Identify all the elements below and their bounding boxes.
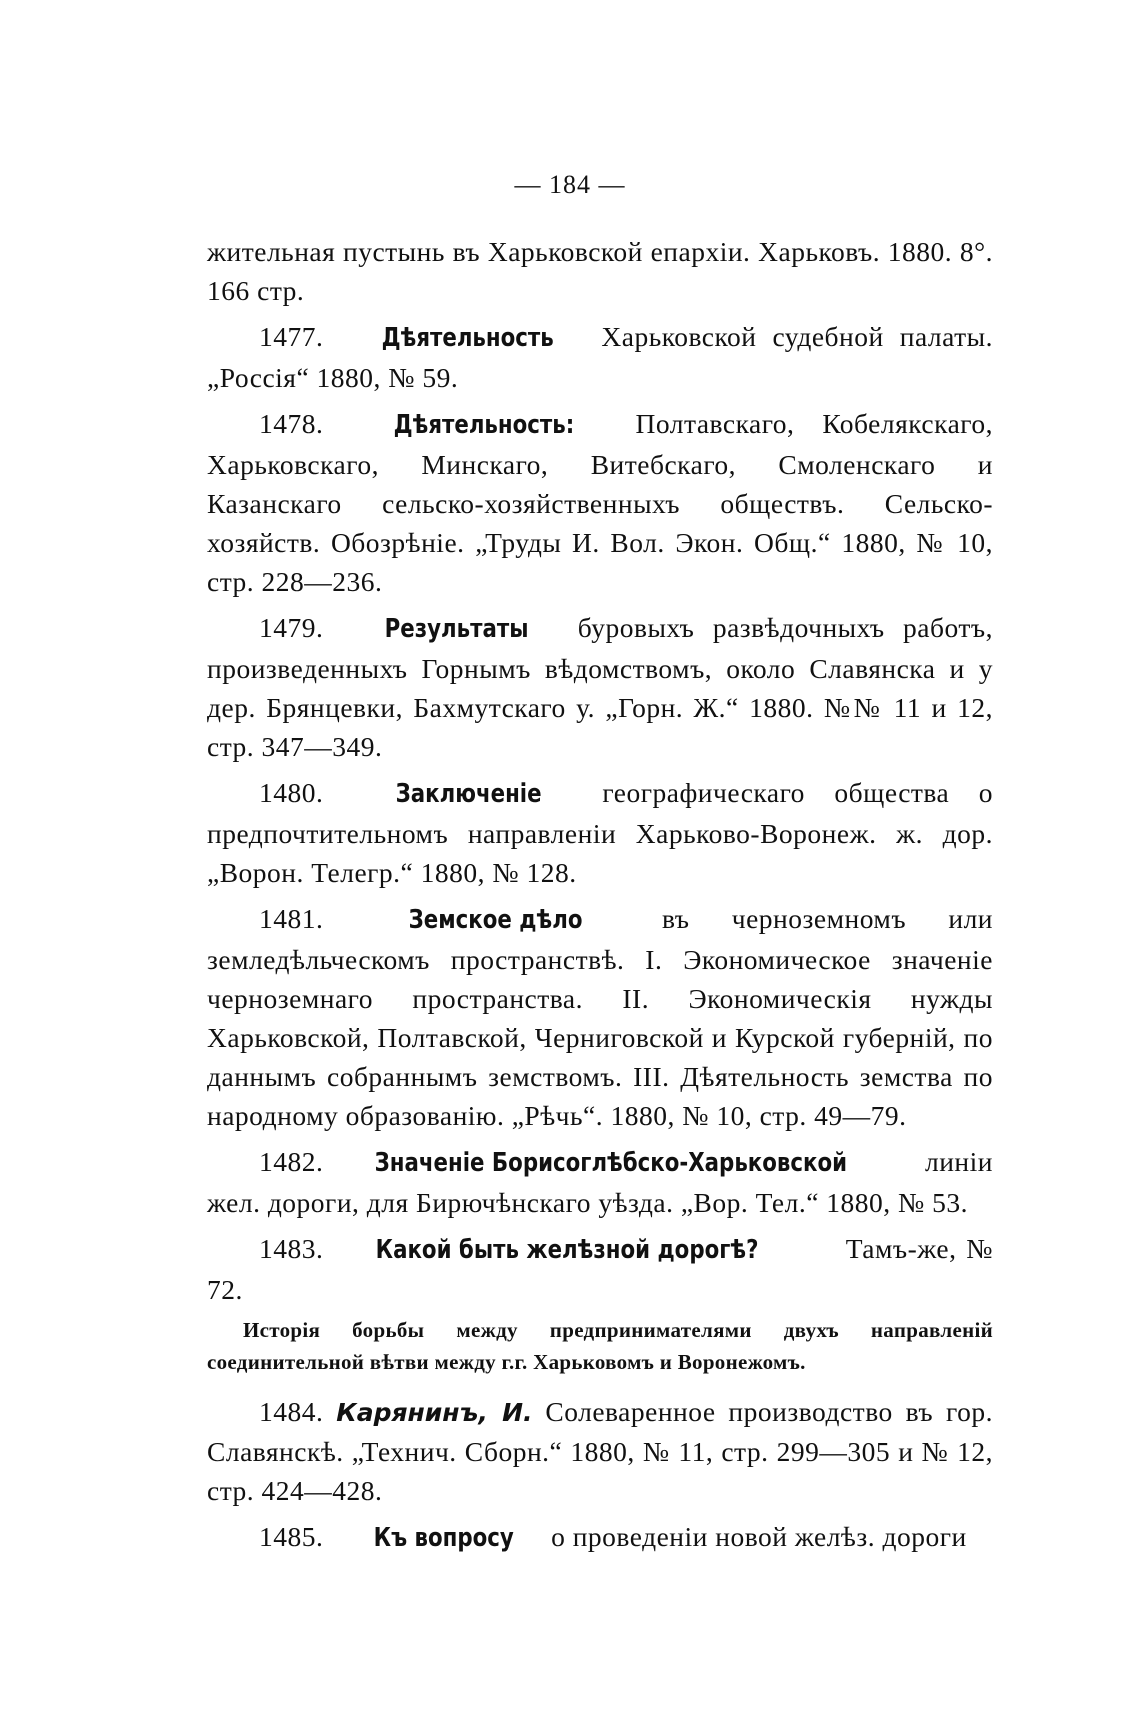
entry-author: Карянинъ, И. (336, 1398, 533, 1427)
entry-text: жительная пустынь въ Харьковской епархіи. Харьковъ. 1880. 8°. 166 стр. (207, 236, 993, 306)
entry-number: 1482. (259, 1146, 324, 1177)
entry-heading: Заключеніе (395, 779, 542, 809)
entry-1483 (207, 1229, 993, 1309)
entry-note: Исторія борьбы между предпринимателями двухъ направленій соединительной вѣтви между г.г. Харьковомъ и Воронежомъ. (207, 1318, 993, 1374)
entry-heading: Какой быть желѣзной дорогѣ? (375, 1235, 759, 1265)
entry-text: Тамъ-же, № 72. (207, 1233, 993, 1305)
entry-1481 (207, 899, 993, 1135)
entry-1479 (207, 608, 993, 766)
entry-number: 1478. (259, 408, 324, 439)
entry-text: Солеваренное производство въ гор. Славянскѣ. „Технич. Сборн.“ 1880, № 11, стр. 299—305 и № 12, стр. 424—428. (207, 1396, 993, 1506)
entry-1478 (207, 404, 993, 601)
entry-text: географическаго общества о предпочтительномъ направленіи Харьково-Воронеж. ж. дор. „Ворон. Телегр.“ 1880, № 128. (207, 777, 993, 888)
entry-1482 (207, 1142, 993, 1222)
entry-1484 (207, 1392, 993, 1510)
entry-heading: Дѣятельность (382, 323, 555, 353)
entry-number: 1477. (259, 321, 324, 352)
entry-1477 (207, 317, 993, 397)
entry-heading: Земское дѣло (408, 905, 583, 935)
entry-number: 1481. (259, 903, 324, 934)
entry-heading: Дѣятельность: (393, 410, 575, 440)
entry-number: 1485. (259, 1521, 324, 1552)
page-number: — 184 — (514, 170, 626, 199)
entry-heading: Значеніе Борисоглѣбско-Харьковской (374, 1148, 848, 1178)
entry-1480 (207, 773, 993, 892)
entry-1485 (207, 1517, 993, 1558)
bibliography-text (207, 232, 993, 1565)
entry-number: 1479. (259, 612, 324, 643)
entry-number: 1480. (259, 777, 324, 808)
entry-heading: Къ вопросу (373, 1523, 514, 1553)
entry-heading: Результаты (384, 614, 529, 644)
entry-continuation (207, 232, 993, 310)
entry-number: 1484. (259, 1396, 324, 1427)
entry-number: 1483. (259, 1233, 324, 1264)
entry-text: о проведеніи новой желѣз. дороги (543, 1521, 967, 1552)
entry-text: Харьковской судебной палаты. „Россія“ 1880, № 59. (207, 321, 993, 393)
entry-text: буровыхъ развѣдочныхъ работъ, произведенныхъ Горнымъ вѣдомствомъ, около Славянска и у дер. Брянцевки, Бахмутскаго у. „Горн. Ж.“ 1880. №№ 11 и 12, стр. 347—349. (207, 612, 993, 762)
entry-text: Полтавскаго, Кобелякскаго, Харьковскаго, Минскаго, Витебскаго, Смоленскаго и Казанскаго сельско-хозяйственныхъ обществъ. Сельско-хозяйств. Обозрѣніе. „Труды И. Вол. Экон. Общ.“ 1880, № 10, стр. 228—236. (207, 408, 994, 597)
entry-text: въ черноземномъ или земледѣльческомъ пространствѣ. I. Экономическое значеніе черноземнаго пространства. II. Экономическія нужды Харьковской, Полтавской, Черниговской и Курской губерній, по даннымъ собраннымъ земствомъ. III. Дѣятельность земства по народному образованію. „Рѣчь“. 1880, № 10, стр. 49—79. (207, 903, 994, 1131)
entry-text: линіи жел. дороги, для Бирючѣнскаго уѣзда. „Вор. Тел.“ 1880, № 53. (207, 1146, 994, 1218)
